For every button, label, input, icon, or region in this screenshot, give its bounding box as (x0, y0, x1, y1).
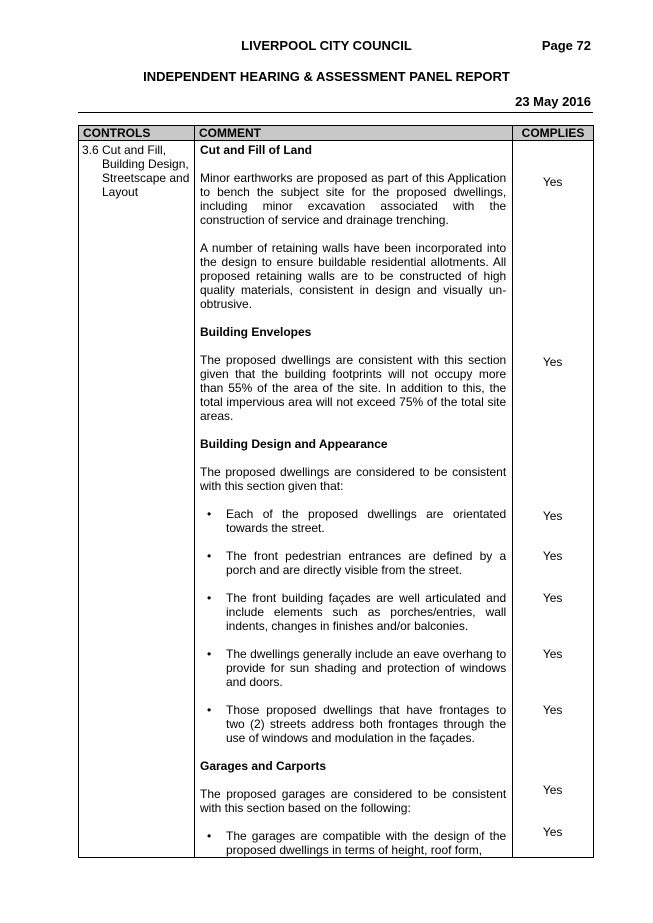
design-bullet-text: The front building façades are well articulated and include elements such as porches/entries, wall indents, changes in finishes and/or balconies. (226, 591, 507, 633)
bullet-icon: • (207, 829, 212, 843)
report-title: INDEPENDENT HEARING & ASSESSMENT PANEL REPORT (143, 69, 510, 84)
controls-table (78, 125, 594, 858)
design-bullet-text: The front pedestrian entrances are defined by a porch and are directly visible from the street. (226, 549, 507, 577)
design-bullet-complies: Yes (542, 703, 563, 717)
cut-fill-paragraph-2: A number of retaining walls have been incorporated into the design to ensure buildable residential allotments. All proposed retaining walls are to be constructed of high quality materials, consistent in design and visually un-obtrusive. (200, 241, 507, 311)
cut-fill-paragraph-1: Minor earthworks are proposed as part of this Application to bench the subject site for the proposed dwellings, including minor excavation associated with the construction of service and drainage trenching. (200, 171, 507, 227)
design-bullet-complies: Yes (542, 591, 563, 605)
bullet-icon: • (207, 703, 212, 717)
header-complies: COMPLIES (513, 126, 594, 141)
report-date: 23 May 2016 (515, 94, 591, 109)
list-item (195, 647, 593, 689)
list-item (195, 591, 593, 633)
comment-cell (195, 141, 594, 858)
garages-bullet-complies: Yes (542, 825, 563, 839)
table-row (79, 141, 594, 858)
garages-intro: The proposed garages are considered to be consistent with this section based on the following: (200, 787, 507, 815)
list-item (195, 507, 593, 535)
design-heading: Building Design and Appearance (200, 437, 388, 451)
header-comment: COMMENT (195, 126, 513, 141)
design-bullet-complies: Yes (542, 549, 563, 563)
bullet-icon: • (207, 549, 212, 563)
control-number: 3.6 (82, 143, 99, 157)
bullet-icon: • (207, 647, 212, 661)
list-item (195, 703, 593, 745)
envelopes-complies: Yes (542, 355, 563, 369)
design-bullet-text: Those proposed dwellings that have frontages to two (2) streets address both frontages through the use of windows and modulation in the façades. (226, 703, 507, 745)
envelopes-paragraph: The proposed dwellings are consistent with this section given that the building footprints will not occupy more than 55% of the area of the site. In addition to this, the total impervious area will not exceed 75% of the total site areas. (200, 353, 507, 423)
council-name: LIVERPOOL CITY COUNCIL (241, 38, 412, 53)
header-controls: CONTROLS (79, 126, 195, 141)
control-cell (79, 141, 195, 858)
garages-heading: Garages and Carports (200, 759, 327, 773)
envelopes-heading: Building Envelopes (200, 325, 312, 339)
table-header-row (79, 126, 594, 141)
design-bullet-complies: Yes (542, 647, 563, 661)
list-item (195, 825, 593, 857)
garages-intro-complies: Yes (542, 783, 563, 797)
header-divider (78, 112, 593, 113)
list-item (195, 549, 593, 577)
control-label: Cut and Fill, Building Design, Streetscape and Layout (102, 143, 190, 199)
bullet-icon: • (207, 507, 212, 521)
page-number: Page 72 (541, 38, 591, 53)
design-bullet-complies: Yes (542, 509, 563, 523)
garages-bullet-text: The garages are compatible with the design of the proposed dwellings in terms of height, roof form, (226, 829, 507, 857)
bullet-icon: • (207, 591, 212, 605)
cut-fill-heading: Cut and Fill of Land (200, 143, 312, 157)
design-intro: The proposed dwellings are considered to be consistent with this section given that: (200, 465, 507, 493)
cut-fill-complies: Yes (542, 175, 563, 189)
design-bullet-text: The dwellings generally include an eave overhang to provide for sun shading and protection of windows and doors. (226, 647, 507, 689)
design-bullet-text: Each of the proposed dwellings are orientated towards the street. (226, 507, 507, 535)
